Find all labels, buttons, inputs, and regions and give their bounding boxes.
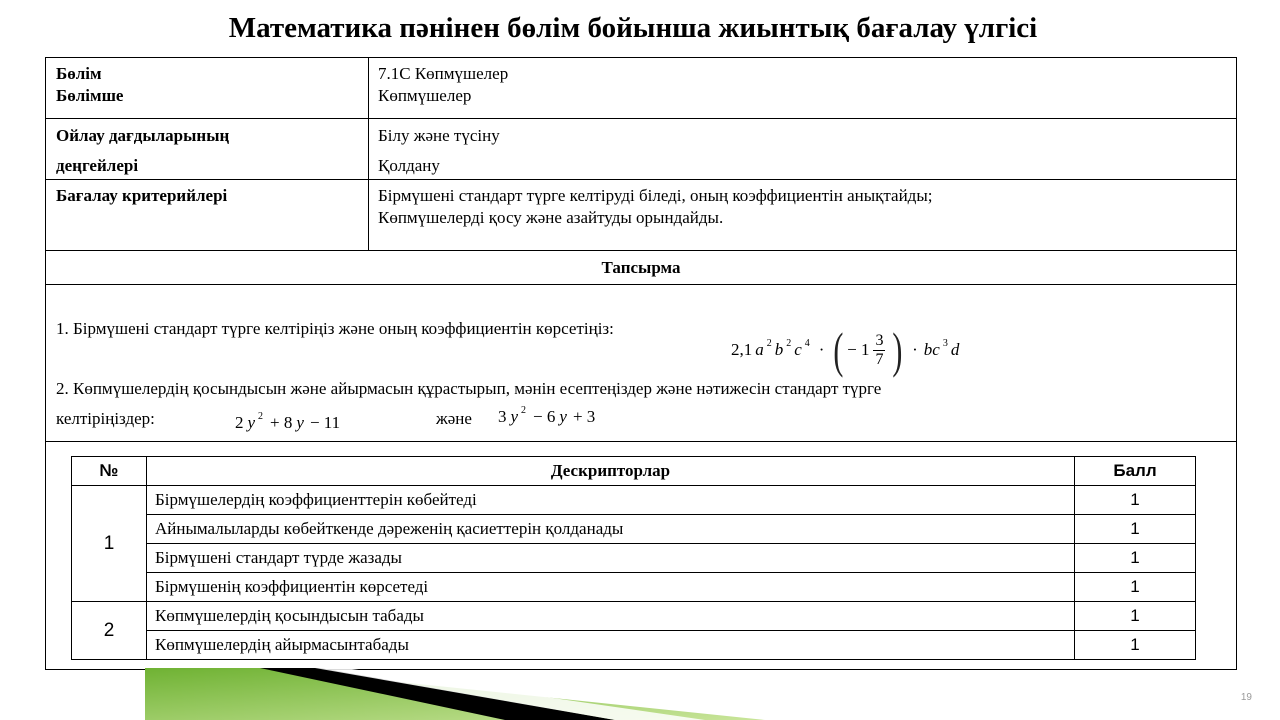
descriptor-score: 1 bbox=[1075, 515, 1196, 544]
criteria-row bbox=[46, 180, 1236, 251]
expr-d: d bbox=[950, 340, 960, 359]
poly1-tail: − 11 bbox=[309, 413, 341, 432]
header-no: № bbox=[72, 457, 147, 486]
levels-value-cell bbox=[369, 119, 1236, 179]
descriptor-text: Бірмүшелердің коэффициенттерін көбейтеді bbox=[147, 486, 1075, 515]
poly2-rest: − 6 bbox=[533, 407, 556, 426]
polynomial-1 bbox=[235, 410, 341, 433]
assessment-table bbox=[45, 57, 1237, 670]
expr-coef: 2,1 bbox=[731, 340, 753, 359]
poly1-rest: + 8 bbox=[270, 413, 293, 432]
table-row bbox=[72, 544, 1196, 573]
section-label-cell bbox=[46, 58, 369, 118]
criteria-value-1: Бірмүшені стандарт түрге келтіруді біледі, оның коэффициентін анықтайды; bbox=[378, 186, 933, 205]
poly1-rest-var: y bbox=[296, 413, 304, 432]
expr-b: b bbox=[774, 340, 784, 359]
poly2-coef: 3 bbox=[498, 407, 507, 426]
task1-text: 1. Бірмүшені стандарт түрге келтіріңіз және оның коэффициентін көрсетіңіз: bbox=[56, 319, 614, 338]
task-header: Тапсырма bbox=[601, 257, 681, 277]
subsection-value: Көпмүшелер bbox=[378, 86, 472, 105]
poly2-exp: 2 bbox=[521, 404, 527, 416]
expr-fraction bbox=[873, 332, 885, 369]
subsection-label: Бөлімше bbox=[56, 86, 124, 105]
levels-label-1: Ойлау дағдыларының bbox=[56, 126, 230, 145]
expr-dot-2: · bbox=[912, 340, 918, 359]
section-row bbox=[46, 58, 1236, 119]
section-value-cell bbox=[369, 58, 1236, 118]
slide-title: Математика пәнінен бөлім бойынша жиынтық бағалау үлгісі bbox=[228, 12, 1038, 44]
levels-row bbox=[46, 119, 1236, 180]
expr-bc: bc bbox=[923, 340, 940, 359]
descriptor-text: Көпмүшелердің қосындысын табады bbox=[147, 602, 1075, 631]
criteria-label: Бағалау критерийлері bbox=[46, 180, 369, 250]
left-paren-icon: ( bbox=[833, 322, 844, 378]
descriptor-score: 1 bbox=[1075, 486, 1196, 515]
table-row bbox=[72, 631, 1196, 660]
expr-c-exp: 4 bbox=[804, 337, 810, 349]
criteria-value-cell bbox=[369, 180, 1236, 250]
decorative-stripes bbox=[145, 668, 765, 720]
section-label: Бөлім bbox=[56, 64, 102, 83]
descriptor-text: Бірмүшені стандарт түрде жазады bbox=[147, 544, 1075, 573]
task-content-row bbox=[46, 285, 1236, 442]
descriptor-text: Көпмүшелердің айырмасынтабады bbox=[147, 631, 1075, 660]
poly1-var: y bbox=[247, 413, 256, 432]
frac-numerator: 3 bbox=[875, 331, 884, 349]
descriptor-score: 1 bbox=[1075, 544, 1196, 573]
descriptor-text: Айнымалыларды көбейткенде дәреженің қасиеттерін қолданады bbox=[147, 515, 1075, 544]
right-paren-icon: ) bbox=[892, 322, 903, 378]
frac-denominator: 7 bbox=[875, 350, 884, 368]
group-1-number: 1 bbox=[72, 486, 147, 602]
expr-minus-one: − 1 bbox=[847, 340, 870, 359]
poly2-rest-var: y bbox=[559, 407, 567, 426]
criteria-value-2: Көпмүшелерді қосу және азайтуды орындайды. bbox=[378, 208, 724, 227]
task2-text-line2: келтіріңіздер: bbox=[56, 409, 155, 428]
descriptor-score: 1 bbox=[1075, 573, 1196, 602]
table-row bbox=[72, 486, 1196, 515]
header-descriptors: Дескрипторлар bbox=[147, 457, 1075, 486]
poly2-tail: + 3 bbox=[572, 407, 596, 426]
poly2-var: y bbox=[510, 407, 519, 426]
descriptor-score: 1 bbox=[1075, 602, 1196, 631]
expr-b-exp: 2 bbox=[786, 337, 792, 349]
expr-c2-exp: 3 bbox=[942, 337, 948, 349]
table-row bbox=[72, 515, 1196, 544]
poly1-exp: 2 bbox=[258, 410, 264, 422]
levels-label-2: деңгейлері bbox=[56, 156, 139, 175]
descriptors-table bbox=[71, 456, 1196, 660]
task1-expression bbox=[731, 322, 960, 378]
and-word: және bbox=[436, 409, 472, 428]
task2-text-line1: 2. Көпмүшелердің қосындысын және айырмасын құрастырып, мәнін есептеңіздер және нәтижесін стандарт түрге bbox=[56, 379, 882, 398]
polynomial-2 bbox=[498, 404, 596, 427]
group-2-number: 2 bbox=[72, 602, 147, 660]
header-score: Балл bbox=[1075, 457, 1196, 486]
levels-value-1: Білу және түсіну bbox=[378, 126, 500, 145]
levels-value-2: Қолдану bbox=[378, 156, 440, 175]
descriptors-header-row bbox=[72, 457, 1196, 486]
poly1-coef: 2 bbox=[235, 413, 244, 432]
expr-a-exp: 2 bbox=[766, 337, 772, 349]
descriptors-row bbox=[46, 442, 1236, 669]
descriptor-score: 1 bbox=[1075, 631, 1196, 660]
table-row bbox=[72, 602, 1196, 631]
section-value: 7.1С Көпмүшелер bbox=[378, 64, 509, 83]
page-number: 19 bbox=[1240, 692, 1252, 703]
task-header-row bbox=[46, 251, 1236, 285]
expr-a: a bbox=[755, 340, 764, 359]
expr-dot-1: · bbox=[818, 340, 825, 359]
expr-c: c bbox=[794, 340, 802, 359]
table-row bbox=[72, 573, 1196, 602]
levels-label-cell bbox=[46, 119, 369, 179]
descriptor-text: Бірмүшенің коэффициентін көрсетеді bbox=[147, 573, 1075, 602]
